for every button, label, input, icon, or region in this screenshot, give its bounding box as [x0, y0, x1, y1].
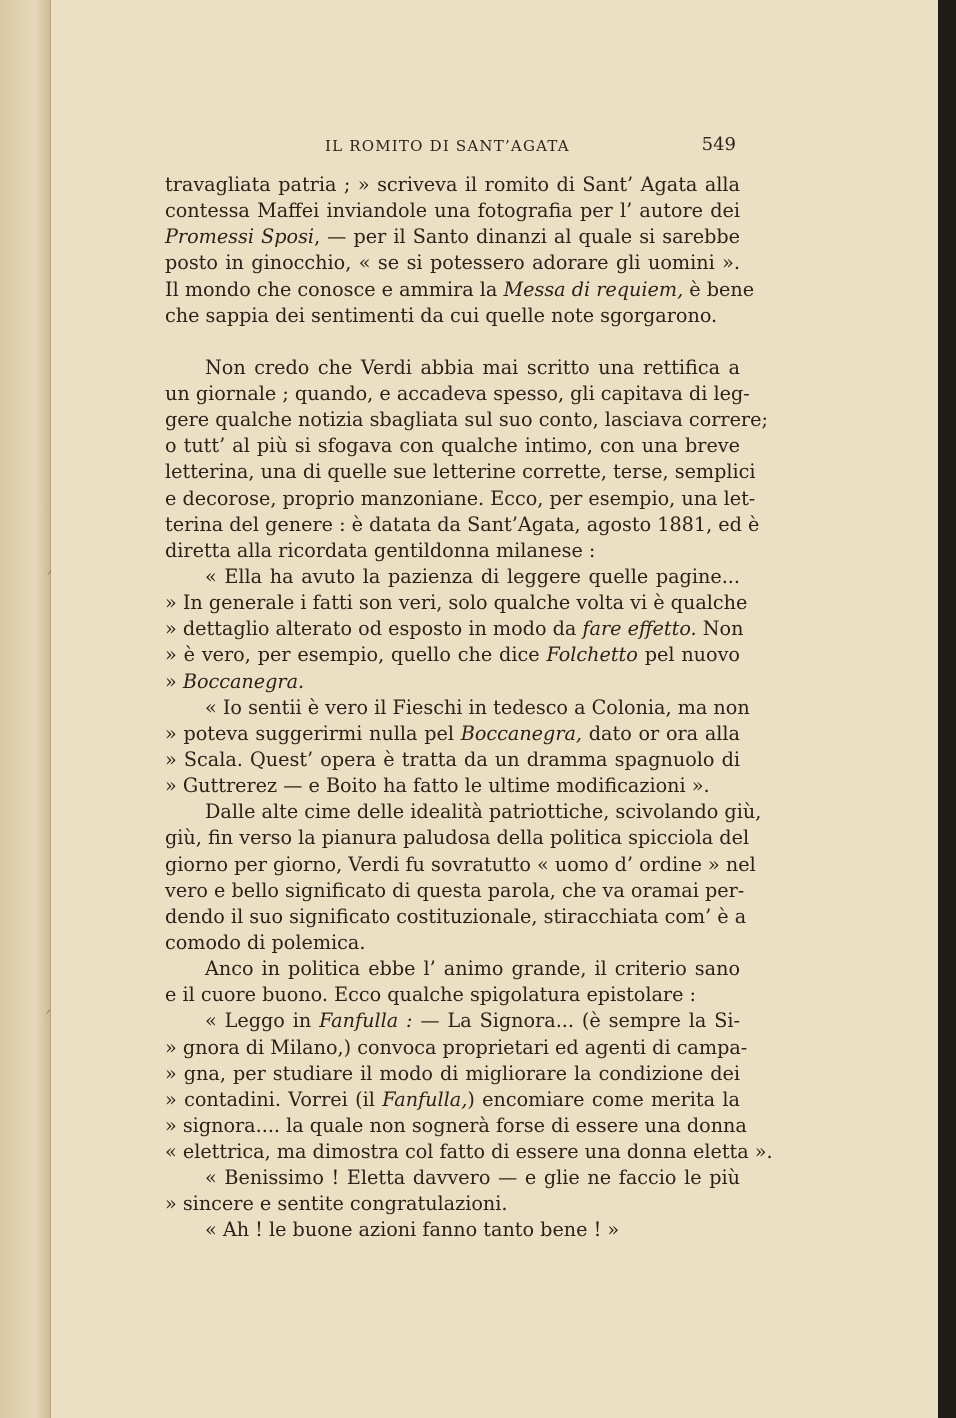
margin-mark: ᐟ	[46, 1007, 52, 1021]
text-line	[165, 1191, 740, 1217]
text-line	[165, 878, 745, 904]
page-edge	[938, 0, 956, 1418]
text-line	[165, 459, 756, 485]
text-segment: dato or ora alla	[582, 721, 740, 745]
text-segment: un giornale ; quando, e accadeva spesso, gli capitava di leg-	[165, 381, 750, 405]
text-line	[165, 1061, 740, 1087]
text-line	[165, 695, 750, 721]
text-segment: o tutt’ al più si sfogava con qualche intimo, con una breve	[165, 434, 740, 458]
text-segment: » è vero, per esempio, quello che dice	[165, 643, 547, 667]
text-segment: « Leggo in	[205, 1009, 320, 1033]
text-segment: Non	[696, 617, 744, 641]
text-line	[165, 277, 755, 303]
text-line	[165, 904, 747, 930]
paragraph	[165, 1165, 740, 1217]
text-line	[165, 564, 740, 590]
paragraph	[165, 799, 762, 956]
text-segment: dendo il suo significato costituzionale, stiracchiata com’ è a	[165, 904, 747, 928]
text-segment: giù, fin verso la pianura paludosa della politica spicciola del	[165, 826, 750, 850]
text-segment: che sappia dei sentimenti da cui quelle note sgorgarono.	[165, 303, 718, 327]
text-line	[165, 590, 748, 616]
text-segment: Dalle alte cime delle idealità patriottiche, scivolando giù,	[205, 800, 762, 824]
text-line	[165, 982, 740, 1008]
text-line	[165, 642, 740, 668]
text-segment: Il mondo che conosce e ammira la	[165, 277, 504, 301]
text-segment: » Guttrerez — e Boito ha fatto le ultime modificazioni ».	[165, 774, 710, 798]
text-segment: comodo di polemica.	[165, 930, 366, 954]
text-line	[165, 1035, 748, 1061]
text-line	[165, 799, 762, 825]
margin-mark: ᐟ	[47, 568, 53, 582]
text-line	[165, 1113, 747, 1139]
italic-text: Messa di requiem,	[503, 277, 684, 301]
running-title: IL ROMITO DI SANT’AGATA	[325, 137, 570, 155]
text-line	[165, 538, 740, 564]
text-line	[165, 825, 750, 851]
text-line	[165, 721, 740, 747]
text-line	[165, 956, 740, 982]
text-line	[165, 355, 740, 381]
text-segment: « Io sentii è vero il Fieschi in tedesco a Colonia, ma non	[205, 695, 750, 719]
text-segment: e il cuore buono. Ecco qualche spigolatura epistolare :	[165, 983, 697, 1007]
text-line	[165, 224, 740, 250]
text-segment: pel nuovo	[637, 643, 740, 667]
text-line	[165, 616, 744, 642]
text-line	[165, 852, 756, 878]
paragraph	[165, 1008, 773, 1165]
text-segment: letterina, una di quelle sue letterine corrette, terse, semplici	[165, 460, 756, 484]
italic-text: Boccanegra,	[460, 721, 583, 745]
text-segment: » gnora di Milano,) convoca proprietari ed agenti di campa-	[165, 1035, 748, 1059]
text-line	[165, 250, 740, 276]
text-segment: « elettrica, ma dimostra col fatto di essere una donna eletta ».	[165, 1140, 773, 1164]
text-segment: »	[165, 669, 183, 693]
text-line	[165, 930, 740, 956]
text-line	[165, 486, 756, 512]
text-line	[165, 1087, 740, 1113]
paragraph-gap	[165, 329, 740, 355]
text-segment: » gna, per studiare il modo di migliorare la condizione dei	[165, 1061, 740, 1085]
text-line	[165, 1008, 740, 1034]
page-header	[165, 134, 740, 160]
text-line	[165, 1217, 740, 1243]
text-line	[165, 303, 740, 329]
paragraph	[165, 695, 750, 800]
text-segment: Non credo che Verdi abbia mai scritto una rettifica a	[205, 355, 740, 379]
text-segment: e decorose, proprio manzoniane. Ecco, per esempio, una let-	[165, 486, 756, 510]
italic-text: fare effetto.	[582, 617, 697, 641]
text-segment: » signora.... la quale non sognerà forse di essere una donna	[165, 1113, 747, 1137]
text-line	[165, 433, 740, 459]
text-line	[165, 172, 740, 198]
text-segment: diretta alla ricordata gentildonna milanese :	[165, 538, 596, 562]
text-line	[165, 407, 768, 433]
text-segment: ) encomiare come merita la	[467, 1087, 740, 1111]
text-line	[165, 381, 750, 407]
italic-text: Folchetto	[546, 643, 638, 667]
text-segment: Anco in politica ebbe l’ animo grande, il criterio sano	[205, 957, 740, 981]
text-segment: vero e bello significato di questa parola, che va oramai per-	[165, 878, 745, 902]
text-segment: travagliata patria ; » scriveva il romito di Sant’ Agata alla	[165, 173, 740, 196]
paragraph	[165, 355, 768, 564]
text-segment: » dettaglio alterato od esposto in modo da	[165, 617, 583, 641]
text-segment: giorno per giorno, Verdi fu sovratutto « uomo d’ ordine » nel	[165, 852, 756, 876]
text-line	[165, 747, 740, 773]
text-segment: contessa Maffei inviandole una fotografia per l’ autore dei	[165, 199, 740, 223]
text-segment: » poteva suggerirmi nulla pel	[165, 721, 461, 745]
text-segment: » Scala. Quest’ opera è tratta da un dramma spagnuolo di	[165, 747, 740, 771]
paragraph	[165, 1217, 740, 1243]
italic-text: Promessi Sposi	[165, 225, 315, 249]
text-segment: posto in ginocchio, « se si potessero adorare gli uomini ».	[165, 251, 740, 275]
text-segment: « Ella ha avuto la pazienza di leggere quelle pagine...	[205, 564, 740, 588]
text-line	[165, 512, 760, 538]
text-segment: » contadini. Vorrei (il	[165, 1087, 383, 1111]
page-number: 549	[701, 134, 736, 155]
paragraph	[165, 956, 740, 1008]
text-segment: « Benissimo ! Eletta davvero — e glie ne faccio le più	[205, 1166, 740, 1190]
text-segment: » In generale i fatti son veri, solo qualche volta vi è qualche	[165, 591, 748, 615]
text-segment: — La Signora... (è sempre la Si-	[412, 1009, 741, 1033]
paragraph	[165, 172, 755, 329]
text-segment: è bene	[683, 277, 755, 301]
italic-text: Fanfulla,	[382, 1087, 468, 1111]
text-segment: terina del genere : è datata da Sant’Agata, agosto 1881, ed è	[165, 512, 760, 536]
text-line	[165, 773, 740, 799]
body-text	[165, 172, 773, 1244]
text-line	[165, 1165, 740, 1191]
text-line	[165, 1139, 773, 1165]
text-segment: » sincere e sentite congratulazioni.	[165, 1192, 508, 1216]
italic-text: Fanfulla :	[319, 1009, 413, 1033]
text-line	[165, 669, 740, 695]
italic-text: Boccanegra.	[182, 669, 305, 693]
text-segment: , — per il Santo dinanzi al quale si sarebbe	[314, 225, 741, 249]
page-gutter	[0, 0, 51, 1418]
paragraph	[165, 564, 748, 695]
text-line	[165, 198, 740, 224]
text-segment: « Ah ! le buone azioni fanno tanto bene ! »	[205, 1218, 620, 1242]
text-segment: gere qualche notizia sbagliata sul suo conto, lasciava correre;	[165, 408, 768, 432]
